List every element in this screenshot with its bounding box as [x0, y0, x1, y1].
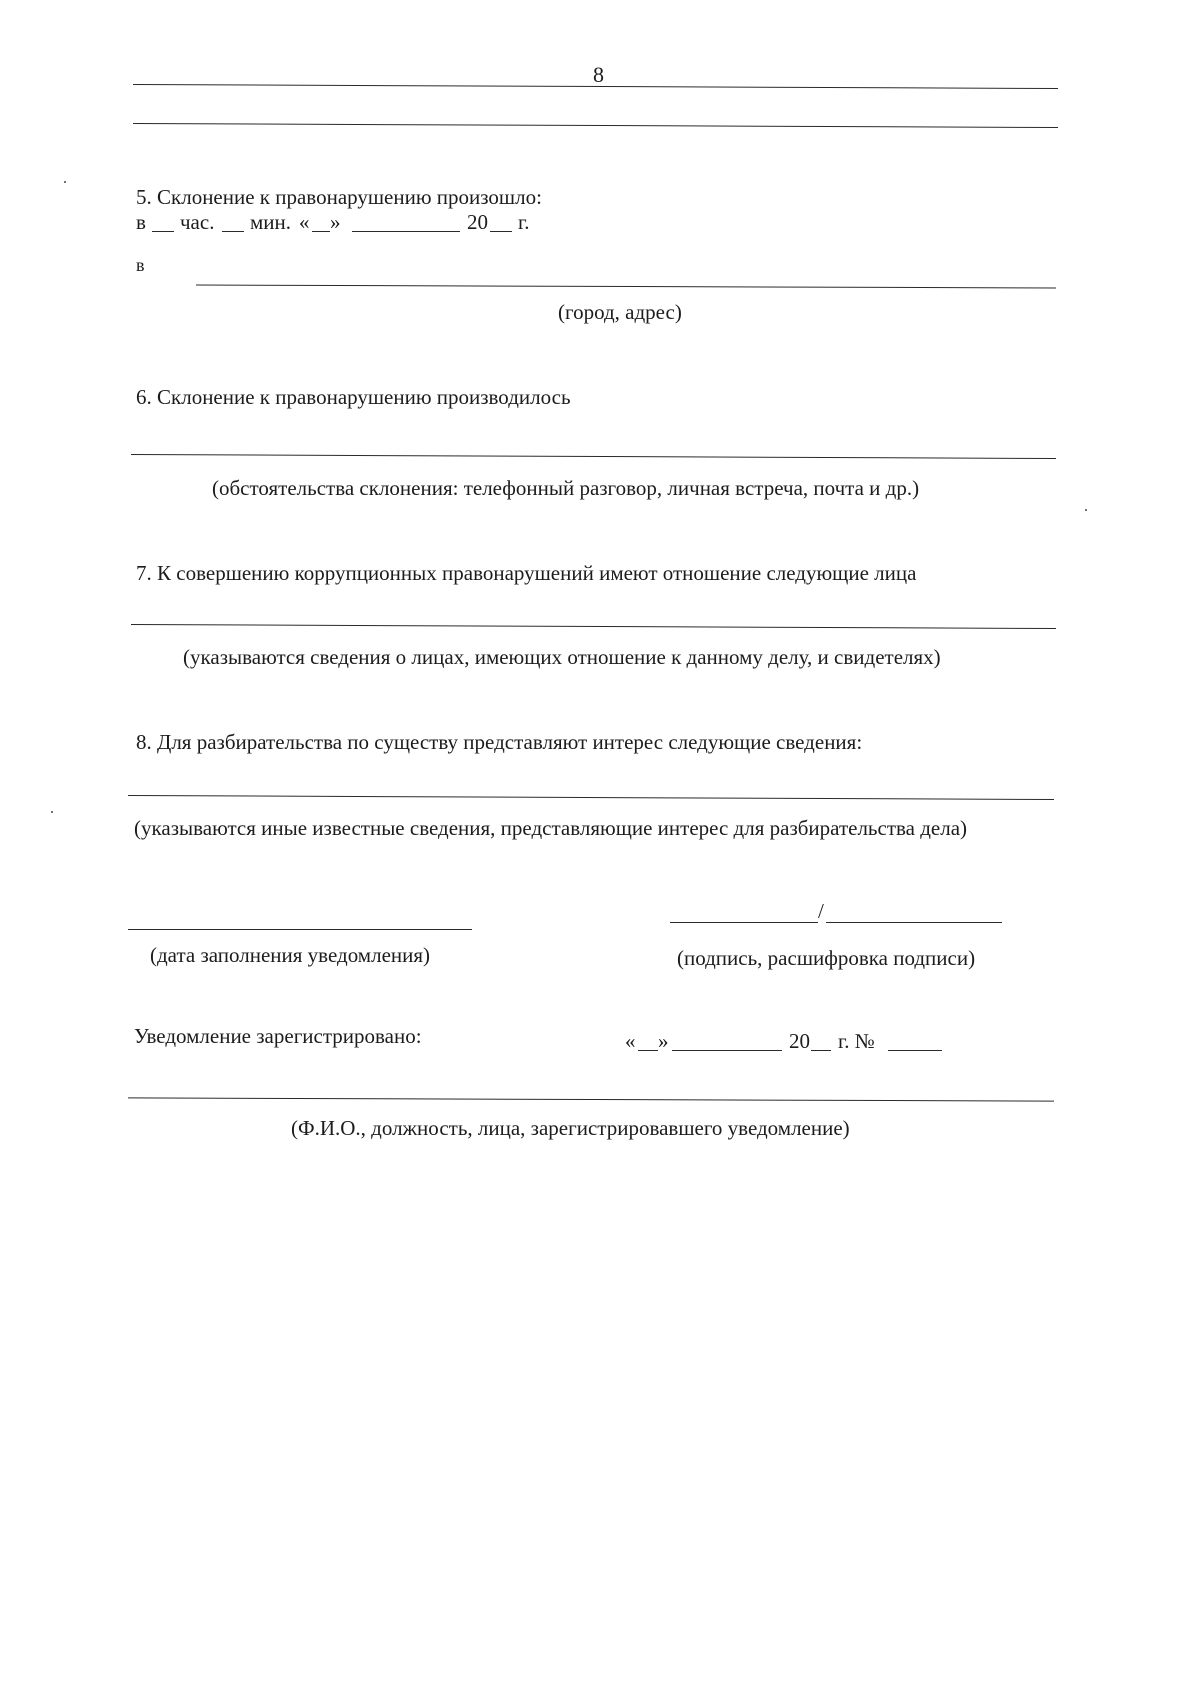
- section-7-heading: 7. К совершению коррупционных правонарушений имеют отношение следующие лица: [136, 561, 917, 585]
- persons-blank-line[interactable]: [131, 624, 1056, 629]
- registrar-blank-line[interactable]: [128, 1097, 1054, 1101]
- registration-label: Уведомление зарегистрировано:: [134, 1024, 422, 1048]
- scan-speck: [64, 181, 66, 183]
- day-blank[interactable]: [312, 231, 330, 232]
- section-8-heading: 8. Для разбирательства по существу представляют интерес следующие сведения:: [136, 730, 863, 754]
- scan-speck: [51, 811, 53, 813]
- reg-month-blank[interactable]: [672, 1050, 782, 1051]
- section-6-heading: 6. Склонение к правонарушению производилось: [136, 385, 571, 409]
- blank-line[interactable]: [133, 123, 1058, 128]
- date-blank-line[interactable]: [128, 929, 472, 930]
- information-blank-line[interactable]: [128, 795, 1054, 800]
- year-prefix: 20: [467, 210, 488, 234]
- minute-blank[interactable]: [222, 231, 244, 232]
- reg-quote-open: «: [625, 1029, 636, 1053]
- page-number: 8: [593, 62, 604, 87]
- signature-name-blank-line[interactable]: [826, 922, 1002, 923]
- reg-number-blank[interactable]: [888, 1050, 942, 1051]
- reg-year-blank[interactable]: [811, 1050, 831, 1051]
- hour-label: час.: [180, 210, 215, 234]
- signature-blank-line[interactable]: [670, 922, 818, 923]
- section-7-caption: (указываются сведения о лицах, имеющих отношение к данному делу, и свидетелях): [183, 645, 941, 669]
- time-prefix: в: [136, 210, 146, 234]
- reg-day-blank[interactable]: [638, 1050, 658, 1051]
- scan-speck: [1085, 509, 1087, 511]
- quote-open: «: [299, 210, 310, 234]
- minute-label: мин.: [250, 210, 292, 234]
- year-suffix: г.: [518, 210, 530, 234]
- month-blank[interactable]: [352, 231, 460, 232]
- signature-caption: (подпись, расшифровка подписи): [677, 946, 976, 970]
- reg-year-prefix: 20: [789, 1029, 810, 1053]
- registration-caption: (Ф.И.О., должность, лица, зарегистрировавшего уведомление): [291, 1116, 850, 1140]
- section-6-caption: (обстоятельства склонения: телефонный разговор, личная встреча, почта и др.): [212, 476, 920, 500]
- date-caption: (дата заполнения уведомления): [150, 943, 431, 967]
- section-8-caption: (указываются иные известные сведения, представляющие интерес для разбирательства дела): [134, 816, 968, 840]
- quote-close: »: [330, 210, 341, 234]
- circumstances-blank-line[interactable]: [131, 454, 1056, 459]
- reg-quote-close: »: [658, 1029, 669, 1053]
- place-caption: (город, адрес): [558, 300, 682, 324]
- hour-blank[interactable]: [152, 231, 174, 232]
- place-blank-line[interactable]: [196, 284, 1056, 288]
- section-5-heading: 5. Склонение к правонарушению произошло:: [136, 185, 542, 209]
- signature-separator: /: [818, 899, 824, 923]
- place-prefix: в: [136, 255, 145, 275]
- year-blank[interactable]: [490, 231, 512, 232]
- reg-year-suffix: г. №: [838, 1029, 875, 1053]
